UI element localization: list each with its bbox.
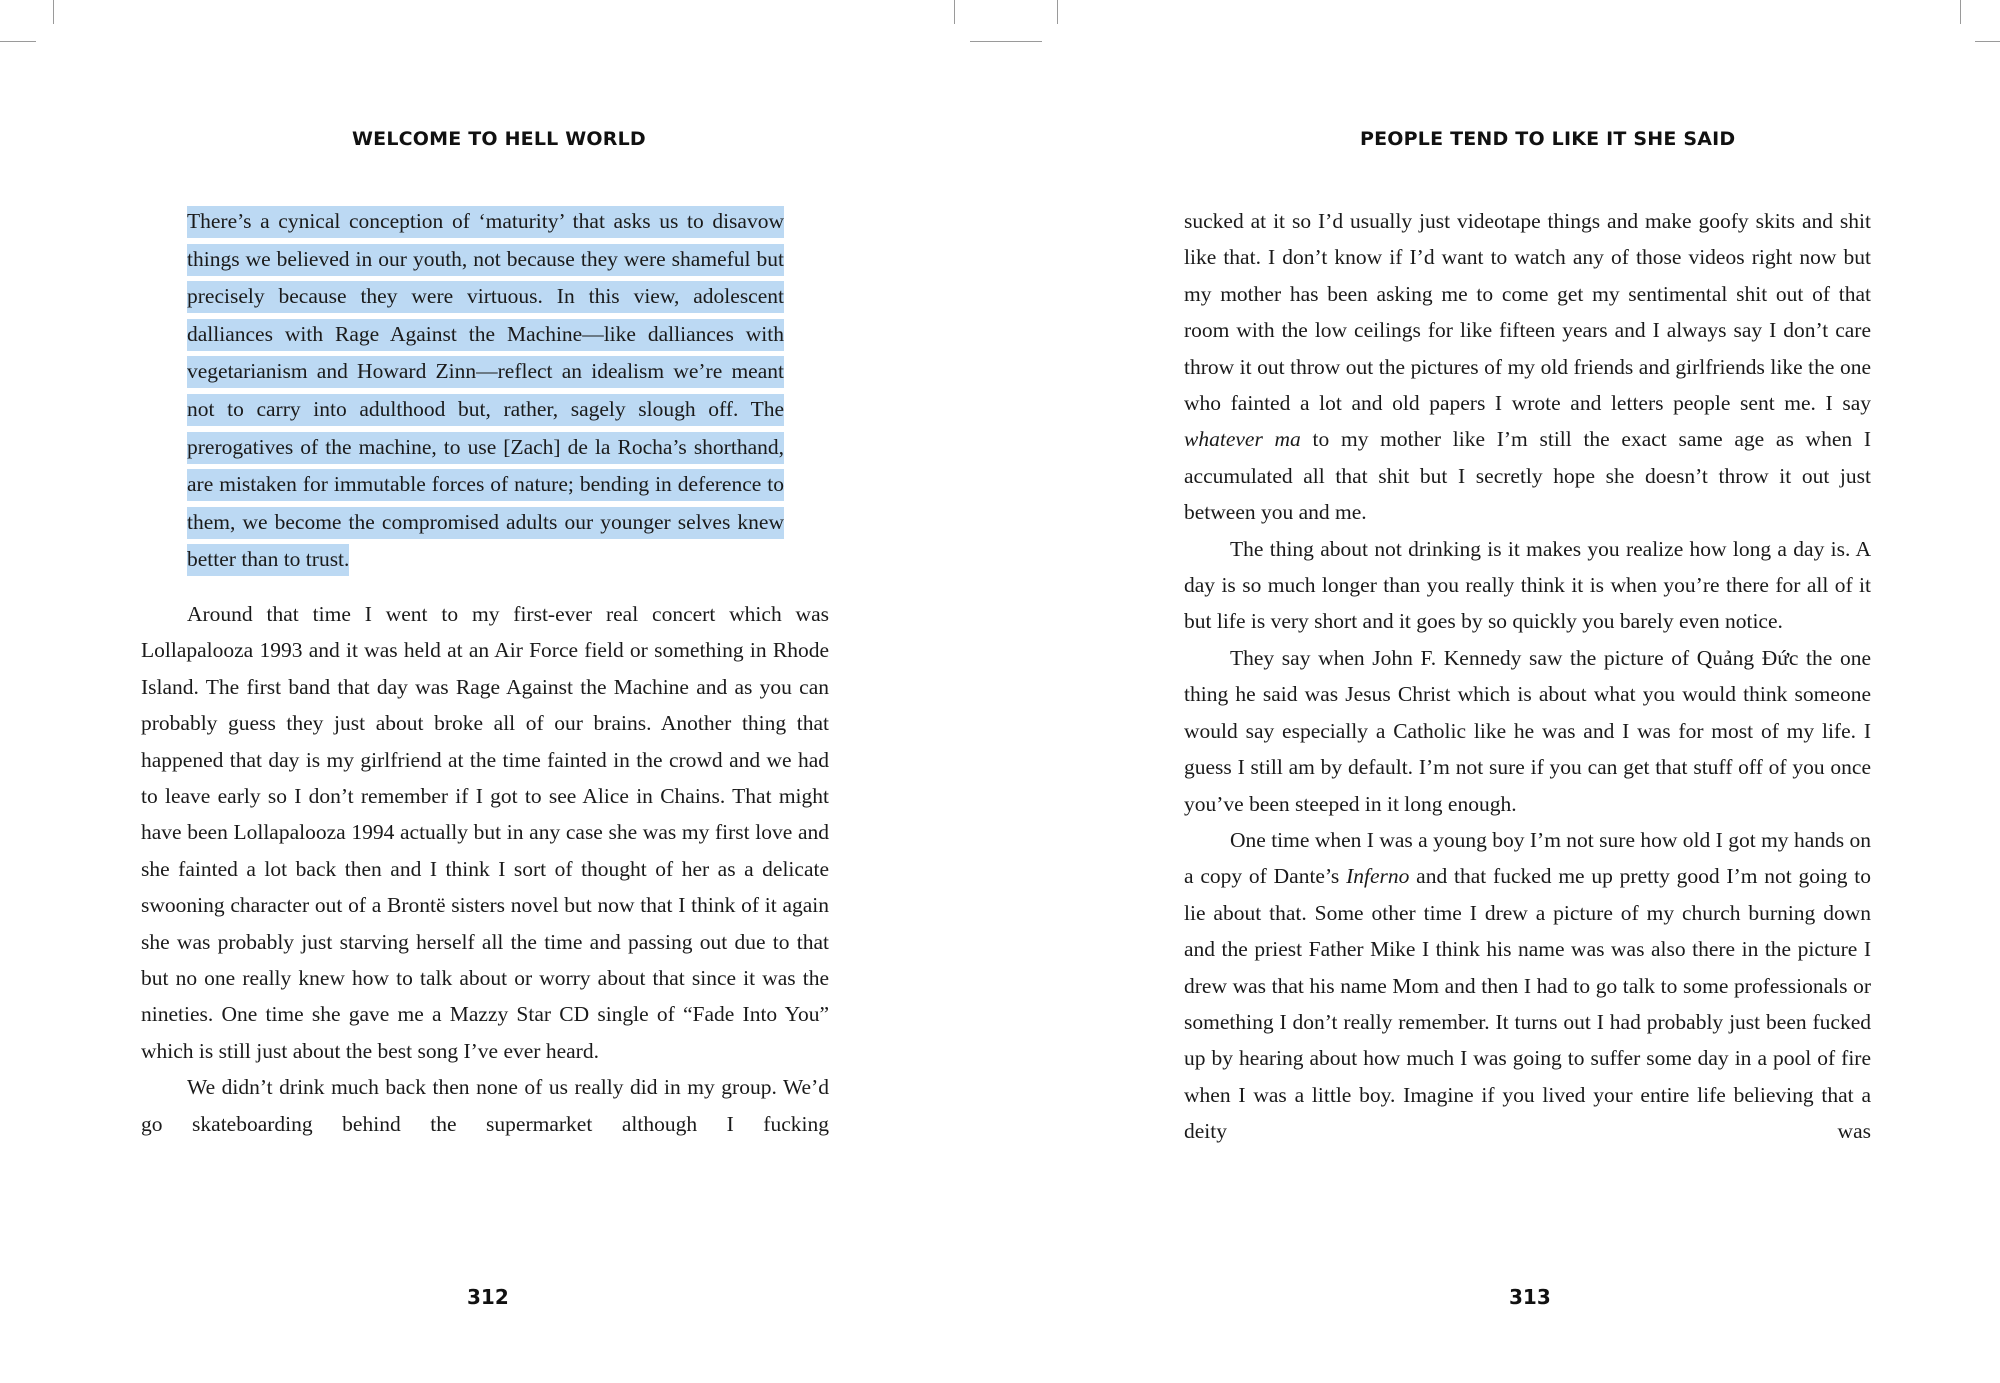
paragraph-text: One time when I was a young boy I’m not sure how old I got my hands on a copy of Dante’s xyxy=(1184,827,1871,889)
paragraph: The thing about not drinking is it makes you realize how long a day is. A day is so much longer than you really think it is when you’re there for all of it but life is very short and it goes by so quickly you barely even notice. xyxy=(1184,536,1871,634)
page-number: 312 xyxy=(467,1285,509,1309)
body-text xyxy=(1184,203,1871,1150)
paragraph xyxy=(1184,822,1871,1150)
paragraph-text: sucked at it so I’d usually just videotape things and make goofy skits and shit like that. I don’t know if I’d want to watch any of those videos right now but my mother has been asking me to come get my sentimental shit out of that room with the low ceilings for like fifteen years and I always say I don’t care throw it out throw out the pictures of my old friends and girlfriends like the one who fainted a lot and old papers I wrote and letters people sent me. I say xyxy=(1184,209,1871,416)
body-text xyxy=(141,596,829,1142)
paragraph-text: and that fucked me up pretty good I’m not going to lie about that. Some other time I drew a picture of my church burning down and the priest Father Mike I think his name was was also there in the picture I drew was that his name Mom and then I had to go talk to some professionals or something I don’t really remember. It turns out I had probably just been fucked up by hearing about how much I was going to suffer some day in a pool of fire when I was a little boy. Imagine if you lived your entire life believing that a deity was xyxy=(1184,864,1872,1144)
paragraph-text: to my mother like I’m still the exact same age as when I accumulated all that shit but I secretly hope she doesn’t throw it out just between you and me. xyxy=(1184,427,1872,525)
running-head: WELCOME TO HELL WORLD xyxy=(352,128,646,150)
paragraph xyxy=(1184,203,1871,531)
paragraph: Around that time I went to my first-ever real concert which was Lollapalooza 1993 and it was held at an Air Force field or something in Rhode Island. The first band that day was Rage Against the Machine and as you can probably guess they just about broke all of our brains. Another thing that happened that day is my girlfriend at the time fainted in the crowd and we had to leave early so I don’t remember if I got to see Alice in Chains. That might have been Lollapalooza 1994 actually but in any case she was my first love and she fainted a lot back then and I think I sort of thought of her as a delicate swooning character out of a Brontë sisters novel but now that I think of it again she was probably just starving herself all the time and passing out due to that but no one really knew how to talk about or worry about that since it was the nineties. One time she gave me a Mazzy Star CD single of “Fade Into You” which is still just about the best song I’ve ever heard. xyxy=(141,602,829,1063)
highlighted-blockquote[interactable] xyxy=(187,203,784,579)
book-title: Inferno xyxy=(1346,864,1410,889)
page-number: 313 xyxy=(1509,1285,1551,1309)
italic-phrase: whatever ma xyxy=(1184,427,1301,452)
text-highlight[interactable]: There’s a cynical conception of ‘maturity’ that asks us to disavow things we believed in our youth, not because they were shameful but precisely because they were virtuous. In this view, adolescent dalliances with Rage Against the Machine—like dalliances with vegetarianism and Howard Zinn—reflect an idealism we’re meant not to carry into adulthood but, rather, sagely slough off. The prerogatives of the machine, to use [Zach] de la Rocha’s shorthand, are mistaken for immutable forces of nature; bending in deference to them, we become the compromised adults our younger selves knew better than to trust. xyxy=(187,206,784,576)
right-page xyxy=(1000,0,2000,1383)
paragraph: They say when John F. Kennedy saw the picture of Quảng Đức the one thing he said was Jesus Christ which is about what you would think someone would say especially a Catholic like he was and I was for most of my life. I guess I still am by default. I’m not sure if you can get that stuff off of you once you’ve been steeped in it long enough. xyxy=(1184,645,1871,816)
running-head: PEOPLE TEND TO LIKE IT SHE SAID xyxy=(1360,128,1736,150)
paragraph: We didn’t drink much back then none of us really did in my group. We’d go skateboarding behind the supermarket although I fucking xyxy=(141,1075,829,1136)
